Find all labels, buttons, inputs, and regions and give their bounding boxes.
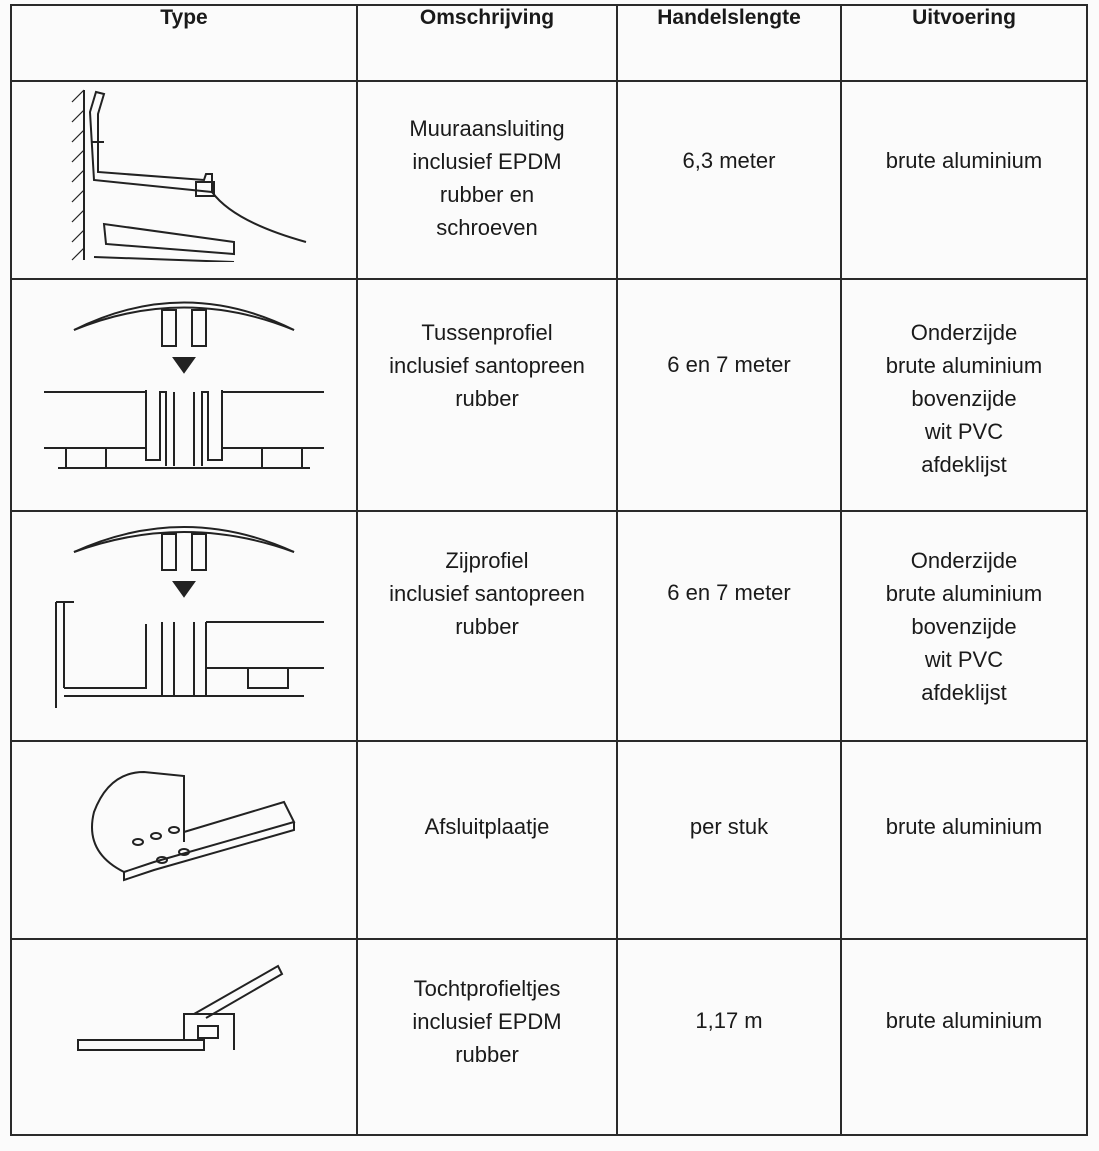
table-row [11, 939, 1087, 1135]
header-type: Type [11, 5, 357, 81]
description-line: Zijprofiel [445, 548, 529, 573]
table-row [11, 81, 1087, 279]
draft-strip-profile-icon [34, 940, 334, 1080]
header-finish: Uitvoering [841, 5, 1087, 81]
header-row [11, 5, 1087, 81]
side-profile-icon [34, 512, 334, 712]
product-spec-table [10, 4, 1088, 1136]
type-cell [11, 81, 357, 279]
finish-cell [841, 939, 1087, 1135]
description-cell [357, 279, 617, 511]
finish-line: Onderzijde [910, 320, 1018, 345]
description-line: rubber [455, 1042, 519, 1067]
end-cap-plate-icon [34, 742, 334, 902]
finish-line: brute aluminium [885, 581, 1043, 606]
finish-cell [841, 741, 1087, 939]
description-cell [357, 81, 617, 279]
table-row [11, 741, 1087, 939]
length-value: 1,17 m [695, 1008, 763, 1033]
length-cell [617, 279, 841, 511]
description-cell [357, 741, 617, 939]
description-line: rubber en [439, 182, 535, 207]
description-line: Afsluitplaatje [424, 814, 550, 839]
length-cell [617, 511, 841, 741]
description-line: rubber [455, 386, 519, 411]
description-line: Muuraansluiting [409, 116, 565, 141]
type-cell [11, 741, 357, 939]
finish-line: bovenzijde [911, 614, 1017, 639]
table-row [11, 511, 1087, 741]
description-line: inclusief santopreen [389, 353, 585, 378]
description-cell [357, 511, 617, 741]
description-line: inclusief EPDM [412, 1009, 562, 1034]
finish-cell [841, 511, 1087, 741]
length-cell [617, 741, 841, 939]
length-cell [617, 81, 841, 279]
finish-line: afdeklijst [921, 452, 1007, 477]
description-line: Tochtprofieltjes [413, 976, 561, 1001]
finish-line: brute aluminium [885, 148, 1043, 173]
finish-line: brute aluminium [885, 353, 1043, 378]
length-value: 6,3 meter [682, 148, 776, 173]
description-line: Tussenprofiel [421, 320, 553, 345]
header-description: Omschrijving [357, 5, 617, 81]
finish-line: Onderzijde [910, 548, 1018, 573]
length-value: 6 en 7 meter [667, 580, 791, 605]
description-cell [357, 939, 617, 1135]
finish-line: wit PVC [924, 647, 1004, 672]
finish-line: afdeklijst [921, 680, 1007, 705]
type-cell [11, 511, 357, 741]
length-cell [617, 939, 841, 1135]
table-row [11, 279, 1087, 511]
intermediate-profile-icon [34, 280, 334, 480]
description-line: schroeven [436, 215, 538, 240]
finish-cell [841, 81, 1087, 279]
finish-line: brute aluminium [885, 814, 1043, 839]
type-cell [11, 939, 357, 1135]
description-line: inclusief EPDM [412, 149, 562, 174]
wall-connection-profile-icon [34, 82, 334, 262]
type-cell [11, 279, 357, 511]
finish-line: wit PVC [924, 419, 1004, 444]
description-line: rubber [455, 614, 519, 639]
header-length: Handelslengte [617, 5, 841, 81]
finish-line: brute aluminium [885, 1008, 1043, 1033]
finish-cell [841, 279, 1087, 511]
description-line: inclusief santopreen [389, 581, 585, 606]
length-value: 6 en 7 meter [667, 352, 791, 377]
finish-line: bovenzijde [911, 386, 1017, 411]
length-value: per stuk [689, 814, 769, 839]
